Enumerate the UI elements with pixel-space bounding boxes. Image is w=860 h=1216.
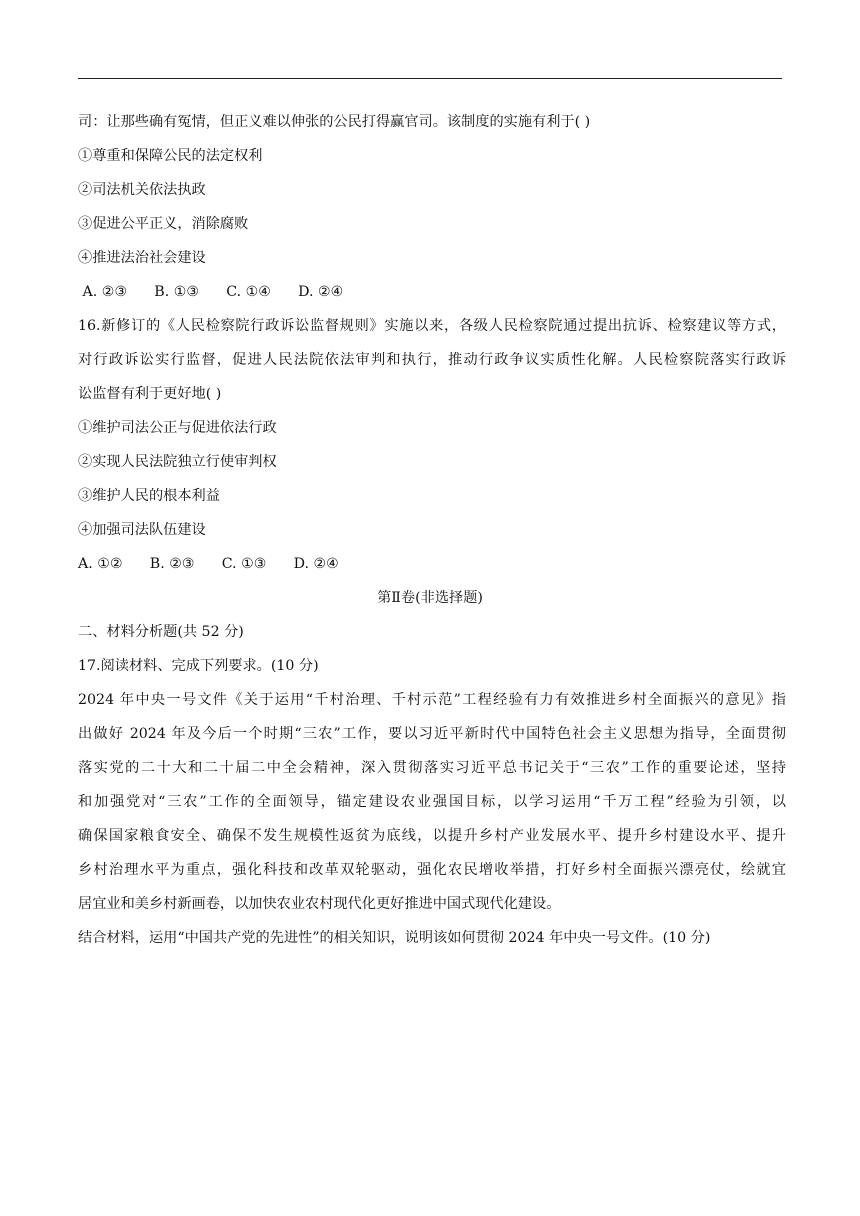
q16-item-3: ③维护人民的根本利益: [78, 488, 220, 504]
header-rule: [78, 78, 782, 79]
q16-item-2: ②实现人民法院独立行使审判权: [78, 454, 277, 470]
q17-material-line-3: 落实党的二十大和二十届二中全会精神，深入贯彻落实习近平总书记关于“三农”工作的重要论述，坚持: [78, 760, 786, 776]
q17-material-line-2: 出做好 2024 年及今后一个时期“三农”工作，要以习近平新时代中国特色社会主义思想为指导，全面贯彻: [78, 726, 786, 742]
q16-item-4: ④加强司法队伍建设: [78, 522, 206, 538]
q15-continuation: 司：让那些确有冤情，但正义难以伸张的公民打得赢官司。该制度的实施有利于( ): [78, 114, 591, 130]
q15-options: A. ②③ B. ①③ C. ①④ D. ②④: [78, 284, 344, 300]
section-heading: 二、材料分析题(共 52 分): [78, 624, 244, 640]
q17-question: 结合材料，运用“中国共产党的先进性”的相关知识，说明该如何贯彻 2024 年中央一号文件。(10 分): [78, 930, 711, 946]
q16-stem-line-2: 对行政诉讼实行监督，促进人民法院依法审判和执行，推动行政争议实质性化解。人民检察院落实行政诉: [78, 352, 786, 368]
q15-item-4: ④推进法治社会建设: [78, 250, 206, 266]
q16-item-1: ①维护司法公正与促进依法行政: [78, 420, 277, 436]
part2-title: 第Ⅱ卷(非选择题): [377, 590, 483, 606]
q17-material-line-5: 确保国家粮食安全、确保不发生规模性返贫为底线，以提升乡村产业发展水平、提升乡村建设水平、提升: [78, 828, 786, 844]
q15-item-2: ②司法机关依法执政: [78, 182, 206, 198]
q17-material-line-4: 和加强党对“三农”工作的全面领导，锚定建设农业强国目标，以学习运用“千万工程”经验为引领，以: [78, 794, 786, 810]
q15-item-3: ③促进公平正义，消除腐败: [78, 216, 249, 232]
q17-header: 17.阅读材料、完成下列要求。(10 分): [78, 658, 319, 674]
q17-material-line-6: 乡村治理水平为重点，强化科技和改革双轮驱动，强化农民增收举措，打好乡村全面振兴漂亮仗，绘就宜: [78, 862, 786, 878]
q16-stem-line-3: 讼监督有利于更好地( ): [78, 386, 222, 402]
q15-item-1: ①尊重和保障公民的法定权利: [78, 148, 263, 164]
q16-stem-line-1: 16.新修订的《人民检察院行政诉讼监督规则》实施以来，各级人民检察院通过提出抗诉、检察建议等方式，: [78, 318, 786, 334]
q17-material-line-1: 2024 年中央一号文件《关于运用“千村治理、千村示范”工程经验有力有效推进乡村全面振兴的意见》指: [78, 692, 786, 708]
q17-material-line-7: 居宜业和美乡村新画卷，以加快农业农村现代化更好推进中国式现代化建设。: [78, 896, 561, 912]
q16-options: A. ①② B. ②③ C. ①③ D. ②④: [78, 556, 339, 572]
